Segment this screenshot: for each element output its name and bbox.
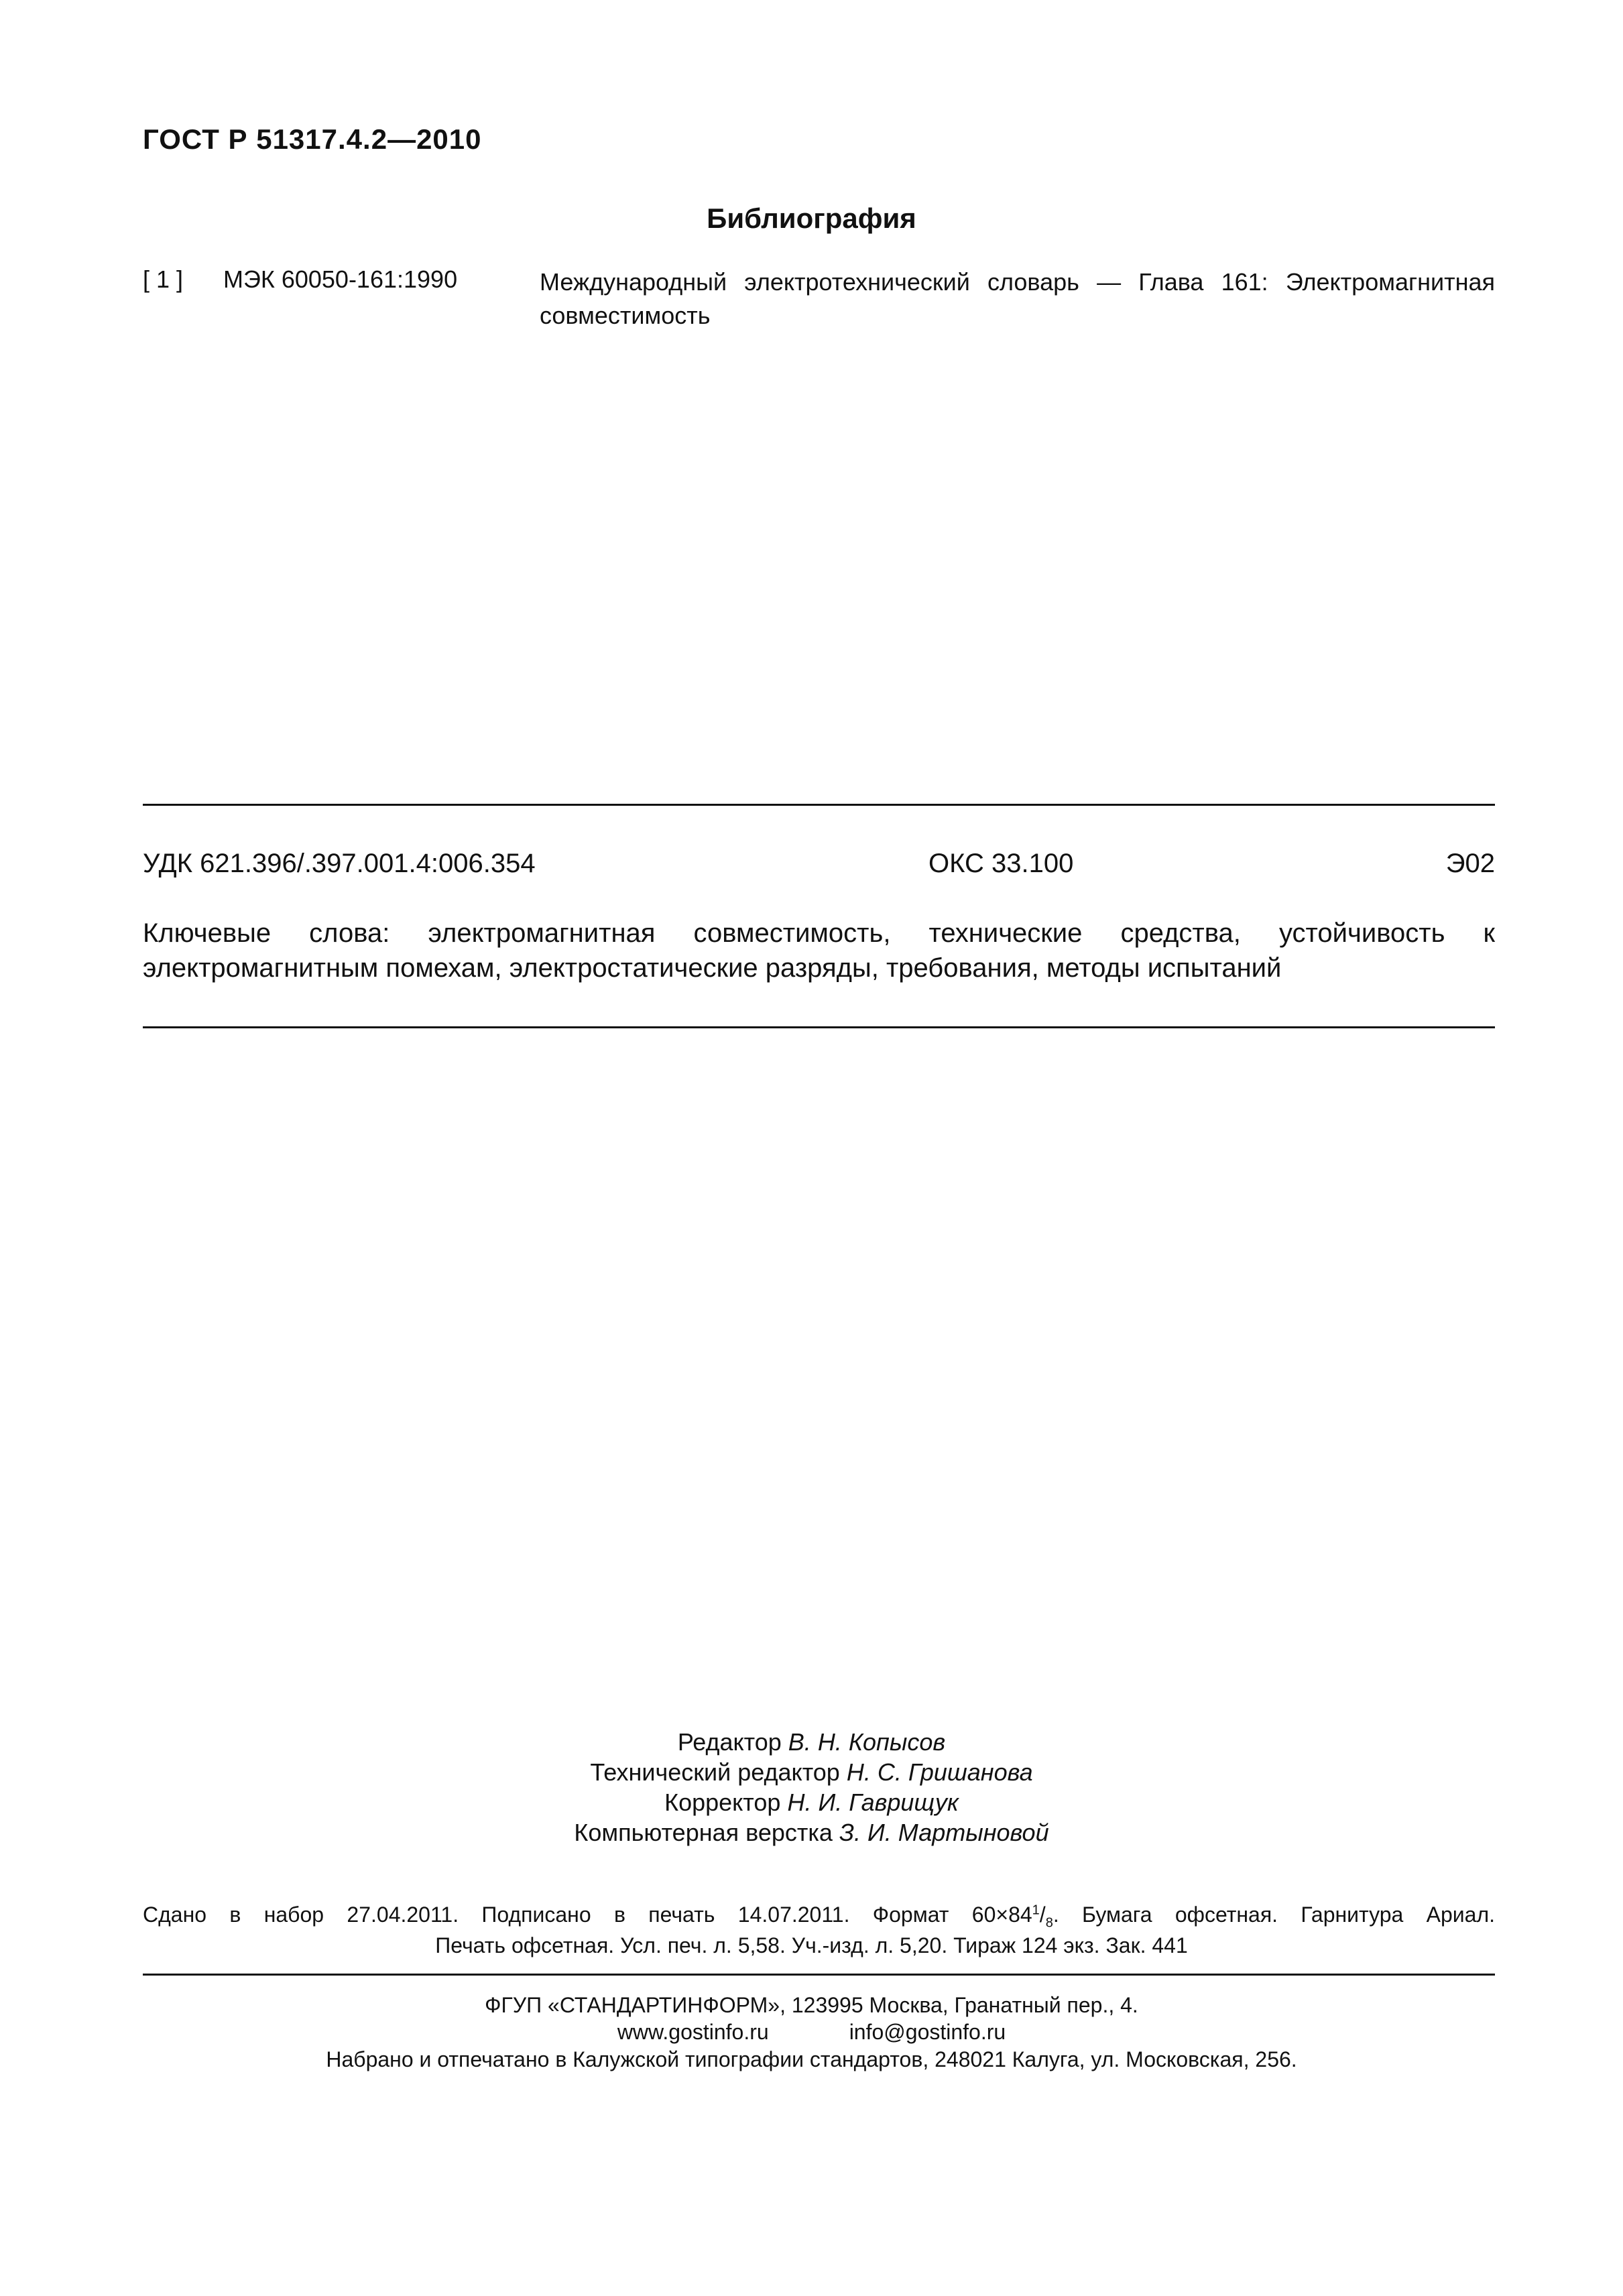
bibliography-item-code: МЭК 60050-161:1990 [223, 265, 458, 293]
credit-role: Редактор [677, 1728, 782, 1756]
classification-code: Э02 [1445, 849, 1495, 878]
printing-house: Набрано и отпечатано в Калужской типографии стандартов, 248021 Калуга, ул. Московская, 256. [326, 2047, 1297, 2071]
print-info-start: Сдано в набор 27.04.2011. Подписано в печать 14.07.2011. Формат 60×84 [143, 1902, 1032, 1927]
publisher-email: info@gostinfo.ru [849, 2020, 1006, 2044]
print-info-line-1: Сдано в набор 27.04.2011. Подписано в печать 14.07.2011. Формат $60\times 84^1/_8$. Бумага офсетная. Гарнитура Ариал. [143, 1902, 1496, 1931]
bibliography-item-number: [ 1 ] [143, 265, 184, 293]
document-code: ГОСТ Р 51317.4.2—2010 [143, 123, 482, 155]
credit-technical-editor [0, 1758, 1623, 1787]
divider-middle [143, 1026, 1495, 1028]
divider-top [143, 804, 1495, 806]
keywords: Ключевые слова: электромагнитная совместимость, технические средства, устойчивость к электромагнитным помехам, электростатические разряды, требования, методы испытаний [143, 918, 1495, 983]
publisher-contacts [0, 2020, 1623, 2045]
print-info-end: . Бумага офсетная. Гарнитура Ариал. [1053, 1902, 1496, 1927]
bibliography-item-text: Международный электротехнический словарь — Глава 161: Электромагнитная совместимость [540, 268, 1495, 329]
divider-bottom [143, 1974, 1495, 1976]
format-superscript: 1 [1032, 1902, 1040, 1918]
publisher-address: ФГУП «СТАНДАРТИНФОРМ», 123995 Москва, Гранатный пер., 4. [485, 1993, 1138, 2017]
udk-code: УДК 621.396/.397.001.4:006.354 [143, 849, 536, 878]
credit-name: Н. С. Гришанова [846, 1758, 1033, 1786]
format-subscript: 8 [1045, 1915, 1053, 1931]
publisher-website: www.gostinfo.ru [617, 2020, 769, 2044]
credit-role: Корректор [664, 1789, 781, 1816]
credit-name: В. Н. Копысов [788, 1728, 946, 1756]
credit-role: Технический редактор [590, 1758, 840, 1786]
oks-code: ОКС 33.100 [928, 849, 1074, 878]
credit-name: Н. И. Гаврищук [787, 1789, 959, 1816]
credit-name: З. И. Мартыновой [839, 1819, 1049, 1846]
print-info-line-2: Печать офсетная. Усл. печ. л. 5,58. Уч.-изд. л. 5,20. Тираж 124 экз. Зак. 441 [435, 1933, 1188, 1957]
bibliography-title: Библиография [707, 202, 916, 234]
credit-editor [0, 1728, 1623, 1756]
credit-proofreader [0, 1789, 1623, 1817]
credit-role: Компьютерная верстка [574, 1819, 833, 1846]
credit-layout [0, 1819, 1623, 1847]
